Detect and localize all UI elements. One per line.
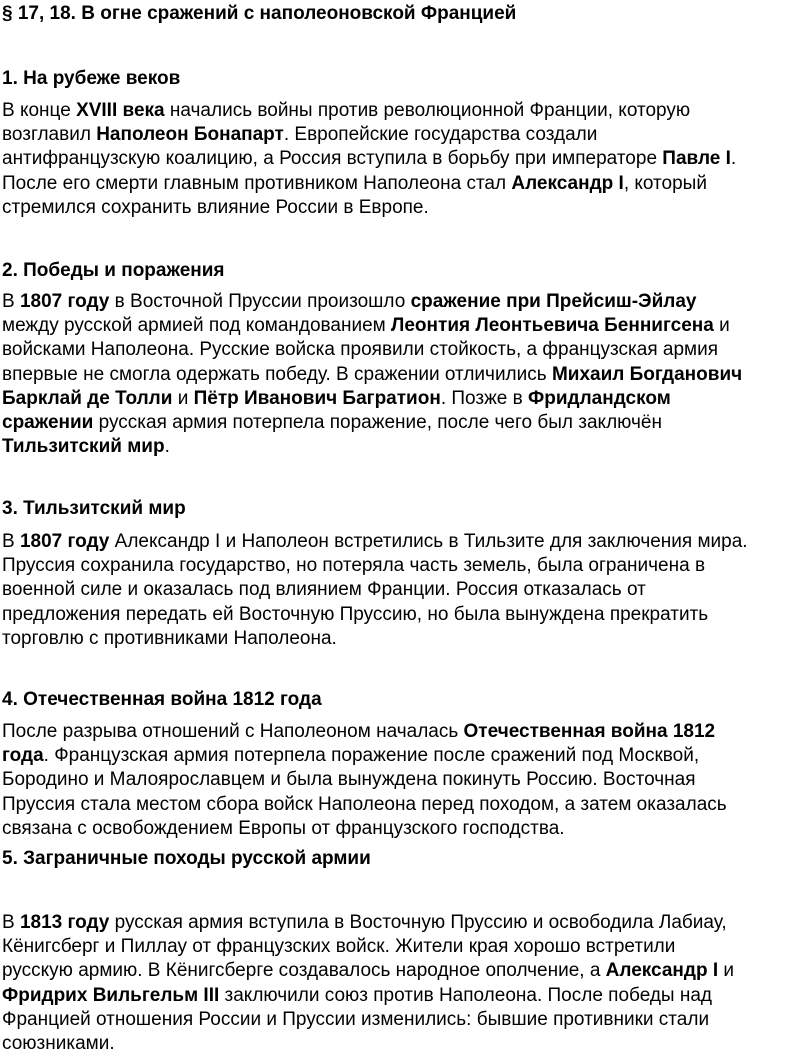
section-heading-4: 4. Отечественная война 1812 года xyxy=(2,689,322,710)
text-line xyxy=(2,290,798,314)
text-run: После его смерти главным противником Наполеона стал xyxy=(2,172,512,194)
text-run: стремился сохранить влияние России в Европе. xyxy=(2,196,429,218)
text-line xyxy=(2,578,798,602)
text-line xyxy=(2,817,798,841)
text-run: войсками Наполеона. Русские войска проявили стойкость, а французская армия xyxy=(2,339,719,361)
text-line xyxy=(2,99,798,123)
bold-term: Отечественная война 1812 xyxy=(463,721,716,742)
bold-term: 1807 году xyxy=(19,291,110,312)
text-run: и xyxy=(172,387,194,409)
bold-term: Наполеон Бонапарт xyxy=(96,124,284,146)
text-line xyxy=(2,435,798,459)
text-run: начались войны против революционной Франции, которую xyxy=(164,100,691,121)
bold-term: Барклай де Толли xyxy=(2,387,173,409)
text-run: в Восточной Пруссии произошло xyxy=(109,291,411,312)
text-run: торговлю с противниками Наполеона. xyxy=(2,627,337,649)
section-text-3 xyxy=(2,530,798,651)
text-line xyxy=(2,959,798,983)
text-run: В xyxy=(2,291,20,312)
text-run: связана с освобождением Европы от французского господства. xyxy=(2,817,565,839)
text-run: антифранцузскую коалицию, а Россия вступила в борьбу при императоре xyxy=(2,148,663,170)
text-line xyxy=(2,172,798,196)
text-line xyxy=(2,196,798,220)
text-line xyxy=(2,123,798,147)
text-line xyxy=(2,793,798,817)
text-run: военной силе и оказалась под влиянием Франции. Россия отказалась от xyxy=(2,579,646,601)
text-run: союзниками. xyxy=(2,1033,115,1055)
text-line xyxy=(2,387,798,411)
text-run: впервые не смогла одержать победу. В сражении отличились xyxy=(2,363,552,385)
text-line xyxy=(2,1032,798,1056)
text-run: Пруссия стала местом сбора войск Наполеона перед походом, а затем оказалась xyxy=(2,793,727,815)
section-heading-3: 3. Тильзитский мир xyxy=(2,498,186,519)
text-run: Александр I и Наполеон встретились в Тильзите для заключения мира. xyxy=(109,531,748,552)
bold-term: Пётр Иванович Багратион xyxy=(193,387,441,409)
bold-term: 1807 году xyxy=(19,531,110,552)
page-title: § 17, 18. В огне сражений с наполеоновской Францией xyxy=(2,3,517,24)
text-line xyxy=(2,314,798,338)
text-run: После разрыва отношений с Наполеоном началась xyxy=(2,721,464,742)
bold-term: Александр I xyxy=(605,960,719,982)
text-run: русскую армию. В Кёнигсберге создавалось народное ополчение, а xyxy=(2,960,606,982)
text-run: и xyxy=(713,315,730,337)
bold-term: Тильзитский мир xyxy=(2,436,165,458)
bold-term: XVIII века xyxy=(76,100,165,121)
bold-term: сражение при Прейсиш-Эйлау xyxy=(410,291,697,312)
text-run: возглавил xyxy=(2,124,97,146)
text-run: Францией отношения России и Пруссии изменились: бывшие противники стали xyxy=(2,1008,710,1030)
bold-term: Михаил Богданович xyxy=(551,363,743,385)
text-run: русская армия вступила в Восточную Пруссию и освободила Лабиау, xyxy=(109,912,727,933)
text-run: . Французская армия потерпела поражение после сражений под Москвой, xyxy=(43,745,700,767)
text-line xyxy=(2,147,798,171)
text-line xyxy=(2,627,798,651)
text-line xyxy=(2,768,798,792)
bold-term: Фридрих Вильгельм III xyxy=(2,984,220,1006)
text-line xyxy=(2,554,798,578)
text-line xyxy=(2,984,798,1008)
section-heading-5: 5. Заграничные походы русской армии xyxy=(2,848,371,869)
text-run: . xyxy=(730,148,737,170)
bold-term: Александр I xyxy=(511,172,624,194)
bold-term: Фридландском xyxy=(528,387,671,409)
bold-term: года xyxy=(2,745,44,767)
text-line xyxy=(2,720,798,744)
text-line xyxy=(2,911,798,935)
text-line xyxy=(2,530,798,554)
bold-term: 1813 году xyxy=(19,912,110,933)
text-run: . xyxy=(164,436,170,458)
text-line xyxy=(2,411,798,435)
text-run: между русской армией под командованием xyxy=(2,315,392,337)
text-line xyxy=(2,363,798,387)
section-text-2 xyxy=(2,290,798,459)
text-line xyxy=(2,603,798,627)
text-run: заключили союз против Наполеона. После победы над xyxy=(219,984,713,1006)
text-line xyxy=(2,935,798,959)
text-run: В конце xyxy=(2,100,77,121)
text-run: , который xyxy=(623,172,707,194)
text-run: . Позже в xyxy=(440,387,529,409)
text-line xyxy=(2,1008,798,1032)
section-text-5 xyxy=(2,911,798,1056)
text-run: и xyxy=(718,960,735,982)
text-run: русская армия потерпела поражение, после чего был заключён xyxy=(93,412,662,434)
section-heading-2: 2. Победы и поражения xyxy=(2,260,225,281)
text-run: Пруссия сохранила государство, но потеряла часть земель, была ограничена в xyxy=(2,555,706,577)
bold-term: Павле I xyxy=(662,148,731,170)
text-run: Бородино и Малоярославцем и была вынуждена покинуть Россию. Восточная xyxy=(2,769,696,791)
text-run: предложения передать ей Восточную Пруссию, но была вынуждена прекратить xyxy=(2,603,709,625)
section-heading-1: 1. На рубеже веков xyxy=(2,68,181,89)
text-run: . Европейские государства создали xyxy=(283,124,598,146)
text-line xyxy=(2,338,798,362)
text-run: В xyxy=(2,912,20,933)
text-run: В xyxy=(2,531,20,552)
bold-term: сражении xyxy=(2,412,94,434)
text-line xyxy=(2,744,798,768)
section-text-1 xyxy=(2,99,798,220)
text-run: Кёнигсберг и Пиллау от французских войск. Жители края хорошо встретили xyxy=(2,936,676,958)
section-text-4 xyxy=(2,720,798,841)
bold-term: Леонтия Леонтьевича Беннигсена xyxy=(391,315,714,337)
